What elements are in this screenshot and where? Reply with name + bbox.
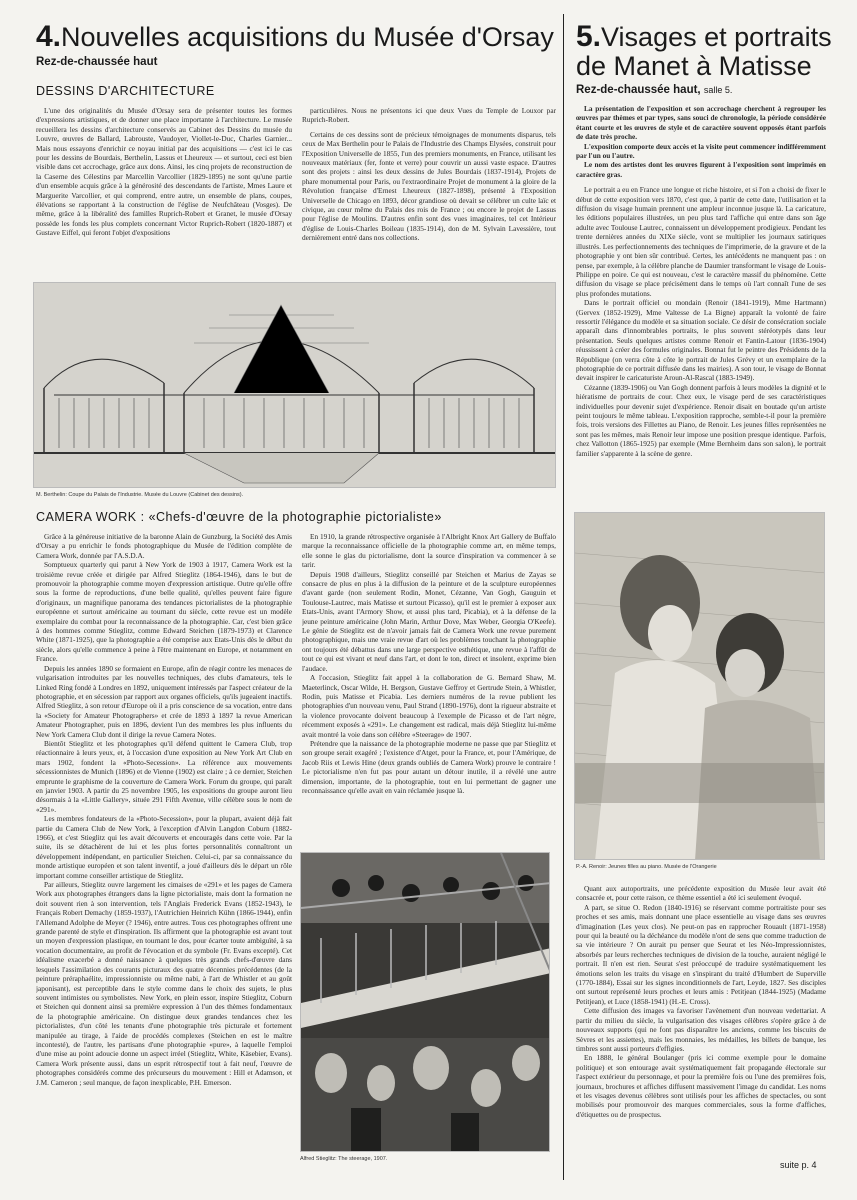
architecture-heading: DESSINS D'ARCHITECTURE <box>36 84 215 98</box>
steerage-caption: Alfred Stieglitz: The steerage, 1907. <box>300 1156 388 1162</box>
section5-text <box>576 104 826 500</box>
paragraph: En 1910, la grande rétrospective organisée à l'Albright Knox Art Gallery de Buffalo marque la reconnaissance officielle de la photographie comme art, en même temps, elle sonne le glas du pictorialisme, dont la source d'inspiration va commencer à se tarir. <box>302 532 556 570</box>
section4-floor: Rez-de-chaussée haut <box>36 56 158 68</box>
paragraph: Depuis les années 1890 se formaient en Europe, afin de réagir contre les menaces de vulgarisation introduites par les nouvelles techniques, des clubs d'amateurs, tels le Linked Ring fondé à Londres en 1892, uniquement intéressés par l'aspect créateur de la photographie, et en sécession par rapport aux organes officiels, qu'ils jugeaient inactifs. Alfred Stieglitz, à son retour d'Europe où il a pris conscience de sa vocation, entre dans la «Society for Amateur Photographers» et crée de 1893 à 1897 la revue American Amateur Photographer, puis en 1896, devient l'un des membres les plus influents du New York Camera Club dont il dirige la revue Camera Notes. <box>36 663 292 739</box>
palais-industrie-drawing <box>33 282 556 488</box>
section5-title <box>576 22 836 81</box>
steerage-photo-svg <box>301 853 550 1152</box>
paragraph: En 1888, le général Boulanger (pris ici comme exemple pour le domaine politique) et son entourage avait systématiquement fait propagande électorale sur l'aspect extérieur du personnage, et pour la première fois ou l'une des premières fois, journaux, brochures et affiches diffusent massivement l'image du candidat. Les noms et les visages devenus célèbres sont utilisés pour les affiches de spectacles, ou sont mobilisés pour promouvoir des marques commerciales, sous la forme d'affiches, d'étiquettes ou de prospectus. <box>576 1053 826 1119</box>
renoir-caption: P.-A. Renoir: Jeunes filles au piano. Musée de l'Orangerie <box>576 864 717 870</box>
renoir-painting-svg <box>575 513 825 860</box>
section5-floor <box>576 84 732 96</box>
section5-floor-label: Rez-de-chaussée haut, <box>576 84 701 96</box>
paragraph: Quant aux autoportraits, une précédente exposition du Musée leur avait été consacrée et, pour cette raison, ce thème essentiel a été ici seulement évoqué. <box>576 884 826 903</box>
paragraph: A l'occasion, Stieglitz fait appel à la collaboration de G. Bernard Shaw, M. Maeterlinck, Oscar Wilde, H. Bergson, Gustave Geffroy et Gertrude Stein, à Whistler, Rodin, puis Matisse et Picabia. Les derniers numéros de la revue publient les photographies d'un nouveau venu, Paul Strand (1890-1976), dont la rigueur abstraite et la violence provocante doivent beaucoup à l'exemple de Picasso et de l'art nègre, récemment exposés à «291». Le changement est radical, mais déjà Stieglitz lui-même avait montré la voie dans son célèbre «Steerage» de 1907. <box>302 673 556 739</box>
architecture-col2 <box>302 106 556 274</box>
paragraph: Somptueux quarterly qui parut à New York de 1903 à 1917, Camera Work est la troisième revue créée et dirigée par Alfred Stieglitz (1864-1946), dans le but de promouvoir la photographie comme moyen d'expression artistique. Outre qu'elle offre sous la forme de reproductions, d'une belle qualité, qu'elles peuvent faire figure d'originaux, un magnifique panorama des tendances pictorialistes de la photographie européenne et surtout américaine au tournant du siècle, cette revue est un modèle exemplaire du combat pour la reconnaissance de la photographie. Car, c'est bien grâce à des hommes comme Stieglitz, comme Edward Steichen (1879-1973) et Clarence White (1871-1925), que la photographie a été comprise aux Etats-Unis dès le début du siècle, alors qu'elle commence à peine à l'être maintenant en Europe, et notamment en France. <box>36 560 292 664</box>
section5-number: 5. <box>576 20 602 53</box>
paragraph: Certains de ces dessins sont de précieux témoignages de monuments disparus, tels ceux de Max Berthelin pour le Palais de l'Industrie des Champs Elysées, construit pour l'Exposition Universelle de 1855, l'un des premiers monuments, en France, utilisant les nouveaux matériaux (fer, fonte et verre) pour couvrir un aussi vaste espace. D'autres sont des projets : ainsi les deux dessins de Jules Bourdais (1837-1914), Projets de phare monumental pour Paris, ou l'extraordinaire Projet de monument à la gloire de la Révolution française d'Ernest Lheureux (1827-1898), présenté à l'Exposition Universelle de Chicago en 1893, décor grandiose où devait se célébrer un culte laïc et civique, au cœur même du Palais des rois de France ; ou encore le projet de Lassus pour l'église de Moulins. D'autres enfin sont des vues imaginaires, tel cet Intérieur d'église de Louis-Charles Boileau (1835-1914), don de M. Sylvain Lavessière, tout dernièrement entré dans nos collections. <box>302 129 556 243</box>
paragraph: particulières. Nous ne présentons ici que deux Vues du Temple de Louxor par Ruprich-Robert. <box>302 106 556 125</box>
intro-paragraph: La présentation de l'exposition et son accrochage cherchent à regrouper les œuvres par thèmes et par types, sans souci de chronologie, la période considérée étant courte et les œuvres de style et de caractère souvent opposés étant parfois de date très proche. <box>576 104 826 142</box>
section4-number: 4. <box>36 20 62 53</box>
section5-text-continued <box>576 884 826 1154</box>
paragraph: Le portrait a eu en France une longue et riche histoire, et si l'on a choisi de fixer le début de cette exposition vers 1870, c'est que, à partir de cette date, l'utilisation et la diffusion du visage humain prennent une ampleur inconnue jusque là. La caricature, les éditions populaires illustrées, un peu plus tard l'affiche qui entre dans son âge adulte avec Toulouse Lautrec, connaissent un développement prodigieux. Pendant les trente dernières années du XIXe siècle, vont se multiplier les journaux satiriques illustrés. Les perfectionnements des techniques de l'imprimerie, de la gravure et de la photographie y ont bien sûr contribué. Certes, les antécédents ne manquent pas : on pense, par exemple, à la célèbre planche de Daumier transformant le visage de Louis-Philippe en poire. Ce qui est nouveau, c'est le caractère massif du phénomène. Cette diffusion du visage se place précisément dans le temps où l'art connaît l'une de ses plus profondes mutations. <box>576 185 826 298</box>
paragraph: Dans le portrait officiel ou mondain (Renoir (1841-1919), Mme Hartmann) (Gervex (1852-1929), Mme Valtesse de La Bigne) apparaît la volonté de faire ressortir l'élégance du modèle et sa situation sociale. Ce désir de consécration sociale apparaît dans d'innombrables portraits, le plus souvent stéréotypés dans leur présentation. Seuls quelques artistes comme Renoir et Fantin-Latour (1836-1904) réussissent à créer des formules originales. Bonnat fut le peintre des Présidents de la République (on verra côte à côte le portrait de Jules Grévy et un exemplaire de la photographie de ce portrait diffusée dans les mairies). A son tour, le visage de Bonnat devait inspirer le caricaturiste Aroun-Al-Rascal (1883-1949). <box>576 298 826 383</box>
intro-paragraph: L'exposition comporte deux accès et la visite peut commencer indifféremment par l'un ou l'autre. <box>576 141 826 161</box>
column-divider <box>563 14 564 1180</box>
paragraph: Cette diffusion des images va favoriser l'avènement d'un nouveau vedettariat. A partir du milieu du siècle, la vulgarisation des visages célèbres s'opère grâce à de nouveaux supports (qui ne font pas disparaître les anciens, comme les biscuits de Sèvres et les assiettes), mais les monnaies, les médailles, les billets de banque, les timbres sont aussi porteurs d'effigies. <box>576 1006 826 1053</box>
paragraph: L'une des originalités du Musée d'Orsay sera de présenter toutes les formes d'expressions artistiques, et de donner une place importante à l'architecture. Le musée recueillera les dessins d'architecture conservés au Cabinet des Dessins du musée du Louvre, œuvres de Ballard, Labrouste, Vaudoyer, Viollet-le-Duc, Charles Garnier... Mais nous essayons d'enrichir ce noyau initial par des acquisitions — c'est ici le cas pour les dessins de Bourdais, Berthelin, Lassus et Lheureux — et surtout, ceci est bien visible dans cet accrochage, grâce aux dons. Ainsi, les cinq projets de reconstruction de la Caserne des Célestins par Marcellin Varcollier (1829-1895) ne sont qu'une partie d'un ensemble acquis grâce à la générosité des descendants de l'artiste, Mmes Laure et Marguerite Varcollier, et qui comprend, entre autre, un ensemble de plans, coupes, élévations se rapportant à la construction de l'église de Neufchâteau (Vosges). De même, grâce à la libéralité des familles Ruprich-Robert et Granet, le musée d'Orsay possède les fonds les plus complets concernant Victor Ruprich-Robert (1820-1887) et Gustave Eiffel, qui feront l'objet d'expositions <box>36 106 292 238</box>
intro-paragraph: Le nom des artistes dont les œuvres figurent à l'exposition sont imprimés en caractère gras. <box>576 160 826 179</box>
camera-heading: CAMERA WORK : «Chefs-d'œuvre de la photographie pictorialiste» <box>36 510 442 524</box>
paragraph: Cézanne (1839-1906) ou Van Gogh donnent parfois à leurs modèles la dignité et le hiératisme de portraits de cour. Chez eux, le visage perd de ses caractéristiques individuelles pour devenir sujet d'expérience. Renoir disait en boutade qu'un artiste peint toujours le même tableau. L'exposition rapproche, semble-t-il pour la première fois, trois versions des Fillettes au Piano, de Renoir. Les jeunes filles représentées ne sont pas les mêmes, mais Renoir leur impose une position presque identique. Parfois, chez Vallotton (1865-1925) par exemple (Mme Bernheim dans son salon), le portrait familier s'apparente à la scène de genre. <box>576 382 826 458</box>
section5-title-text: Visages et portraits de Manet à Matisse <box>576 22 832 81</box>
section4-title <box>36 22 556 52</box>
paragraph: A part, se situe O. Redon (1840-1916) se réservant comme portraitiste pour ses proches et ses amis, mais donnant une place essentielle au visage dans ses œuvres d'imagination (Les yeux clos). Ne peut-on pas en rapprocher Rouault (1871-1958) pour qui la beauté ou la déchéance du modèle n'ont de sens que comme traduction de sa vie intérieure ? On aurait pu penser que Seurat et les Néo-Impressionnistes, absorbés par leurs recherches techniques de division de la touche, auraient négligé le portrait. Il n'en est rien. Seurat s'est préoccupé de traduire systématiquement les émotions selon les traits du visage en s'inspirant du traité d'Humbert de Superville (1770-1884), Essai sur les signes inconditionnels de l'art, Leyde, 1827. Ses disciples ont surtout représenté leurs proches et leurs amis : Petitjean (1844-1925) (Madame Petitjean), et Luce (1858-1941) (H.-E. Cross). <box>576 902 826 1006</box>
renoir-painting <box>574 512 825 860</box>
camera-col2 <box>302 532 556 844</box>
section4-title-text: Nouvelles acquisitions du Musée d'Orsay <box>61 22 554 52</box>
architecture-caption: M. Berthelin: Coupe du Palais de l'Industrie. Musée du Louvre (Cabinet des dessins). <box>36 492 244 498</box>
paragraph: Les membres fondateurs de la «Photo-Secession», pour la plupart, avaient déjà fait partie du Camera Club de New York, à l'exception d'Alvin Langdon Coburn (1882-1966), et c'est Stieglitz qui les avait découverts et encouragés dans cette voie. Par la suite, ils se détachèrent de lui et les plus fortes personnalités connaîtront un développement indépendant, en particulier Steichen. Celui-ci, par sa connaissance du monde artistique européen et son talent inventif, a joué d'ailleurs dès le départ un rôle important comme conseiller artistique de Stieglitz. <box>36 814 292 880</box>
paragraph: Bientôt Stieglitz et les photographes qu'il défend quittent le Camera Club, trop réactionnaire à leurs yeux, et, à l'occasion d'une exposition au New York Art Club en mars 1902, fondent la «Photo-Secession». La référence aux mouvements sécessionnistes de Munich (1896) et de Vienne (1902) est claire ; à ce dernier, Steichen emprunte le graphisme de la couverture de Camera Work. Forum du groupe, qui paraît en janvier 1903. A partir du 25 novembre 1905, les expositions du groupe auront lieu désormais à la «Little Gallery», située 291 Fifth Avenue, ville célèbre sous le nom de «291». <box>36 738 292 814</box>
paragraph: Depuis 1908 d'ailleurs, Stieglitz conseillé par Steichen et Marius de Zayas se consacre de plus en plus à la diffusion de la peinture et de la sculpture européennes d'avant garde (non seulement Rodin, Monet, Cézanne, Van Gogh, Gauguin et Toulouse-Lautrec, mais Matisse et surtout Picasso), qu'il est le premier à exposer aux Etats-Unis, avant l'Armory Show, et aussi plus tard, Picabia), et à la défense de la jeune peinture américaine (John Marin, Arthur Dove, Max Weber, Georgia O'Keefe). Le génie de Stieglitz est de n'avoir jamais fait de Camera Work une revue purement photographique, mais une vraie revue d'art où les problèmes touchant la photographie ont toujours été débattus dans une large perspective esthétique, une revue à l'affût de tout ce qui est vivant et neuf dans l'art, et dont le ton, direct et insolent, exprime bien l'audace. <box>302 569 556 673</box>
continued-link[interactable]: suite p. 4 <box>780 1160 817 1170</box>
paragraph: Par ailleurs, Stieglitz ouvre largement les cimaises de «291» et les pages de Camera Work aux photographes étrangers dans la ligne pictorialiste, mais dont la formation ne doit souvent rien à son intervention, tels l'Anglais Frederick Evans (1852-1943), le Français Robert Demachy (1859-1937), l'Autrichien Heinrich Kühn (1866-1944), enfin l'Allemand Adolphe de Meyer (? 1946), entre autres. Tous ces photographes offrent une grande parenté de style et d'inspiration. Ils affirment que la photographie est avant tout un moyen d'expression plastique, en tournant le dos, pour écarter toute ambiguïté, à sa vocation documentaire, au profit de l'évocation et du symbole (Fr. Evans excepté). Cet idéalisme exacerbé a donné naissance à quelques très grands chefs-d'œuvre dans lesquels l'assimilation des courants picturaux des quatre décennies précédentes (de la peinture préraphaélite, impressionniste ou même nabi, à l'art de Whistler et au goût japonisant), est perceptible dans le style comme dans le choix des sujets, le plus souvent intimistes ou symbolistes. New York, en plein essor, inspire Stieglitz, Coburn et Steichen qui donnent ainsi sa première expression à l'un des thèmes fondamentaux de la photographie américaine. On distingue deux grandes tendances chez les pictorialistes, d'un côté les tenants d'une photographie très picturale et fortement manipulée au tirage, à l'aide de procédés complexes (Steichen en est le maître incontesté), de l'autre, les partisans d'une photographie «pure», à laquelle l'emploi d'une mise au point adoucie donne un aspect irréel (Stieglitz, White, Käsebier, Evans). Camera Work présente aussi, dans un esprit rétrospectif tout à fait neuf, l'œuvre de photographes considérés comme des précurseurs du mouvement : Hill et Adamson, et J.M. Cameron ; seul manque, de façon inexplicable, P.H. Emerson. <box>36 880 292 1087</box>
steerage-photo <box>300 852 550 1152</box>
paragraph: Prétendre que la naissance de la photographie moderne ne passe que par Stieglitz et son groupe serait exagéré ; l'existence d'Atget, pour la France, et, pour l'Amérique, de Jacob Riis et Lewis Hine (deux grands oubliés de Camera Work) prouve le contraire ! Le pictorialisme n'en fut pas pour autant un détour inutile, il a révélé une autre dimension, importante, de la photographie, tout en lui permettant de gagner une reconnaissance qu'elle avait en vain réclamée jusque là. <box>302 738 556 795</box>
section5-room: salle 5. <box>703 85 733 95</box>
paragraph: Grâce à la généreuse initiative de la baronne Alain de Gunzburg, la Société des Amis d'Orsay a pu enrichir le fonds photographique du Musée de l'édition complète de Camera Work, donnée par l'A.S.D.A. <box>36 532 292 560</box>
architecture-col1 <box>36 106 292 274</box>
architecture-drawing-svg <box>34 283 556 488</box>
camera-col1 <box>36 532 292 1160</box>
